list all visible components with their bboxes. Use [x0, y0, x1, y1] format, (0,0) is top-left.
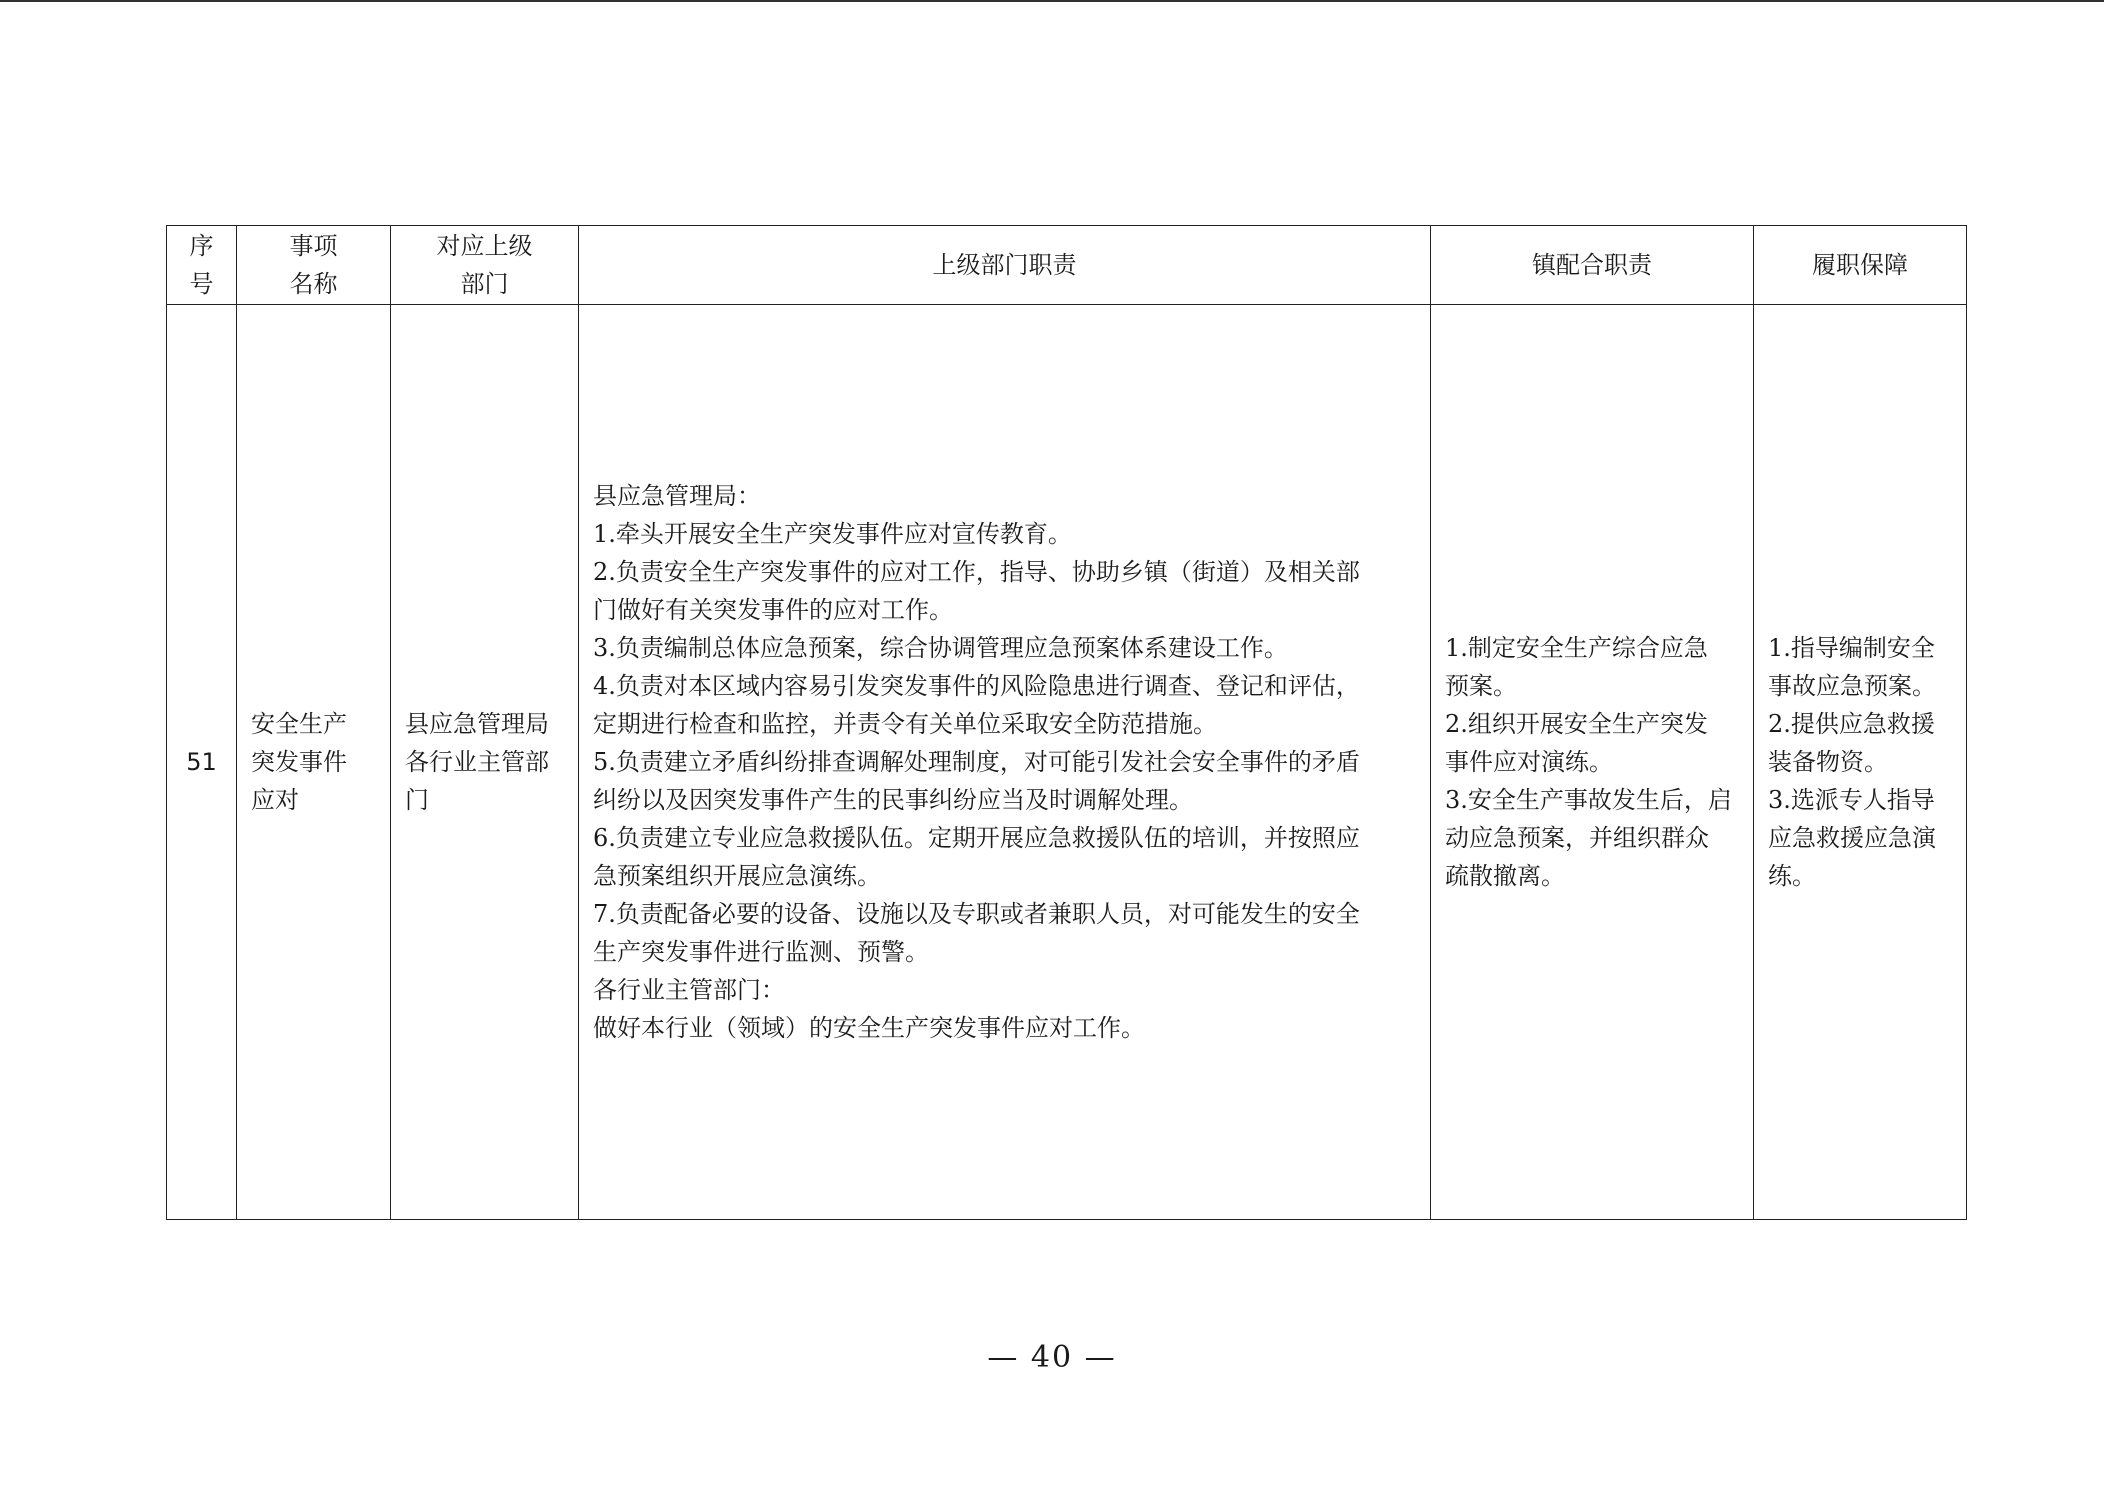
- guarantee-line: 应急救援应急演: [1768, 824, 1936, 852]
- page-number: — 40 —: [987, 1340, 1117, 1375]
- town-duty-line: 2.组织开展安全生产突发: [1445, 710, 1708, 738]
- town-duty-line: 1.制定安全生产综合应急: [1445, 634, 1708, 662]
- superior-duty-line: 4.负责对本区域内容易引发突发事件的风险隐患进行调查、登记和评估，: [593, 672, 1360, 700]
- row-town-duties: [1431, 305, 1754, 1220]
- header-superior-department: 对应上级 部门: [391, 226, 579, 305]
- guarantee-line: 装备物资。: [1768, 748, 1888, 776]
- guarantee-line: 1.指导编制安全: [1768, 634, 1935, 662]
- superior-duty-line: 做好本行业（领域）的安全生产突发事件应对工作。: [593, 1014, 1145, 1042]
- row-serial-number: 51: [167, 305, 237, 1220]
- table-row: [167, 305, 1967, 1220]
- table-header-row: [167, 226, 1967, 305]
- item-name-line: 应对: [251, 786, 299, 814]
- superior-duty-line: 2.负责安全生产突发事件的应对工作，指导、协助乡镇（街道）及相关部: [593, 558, 1360, 586]
- town-duty-line: 动应急预案，并组织群众: [1445, 824, 1709, 852]
- guarantee-line: 3.选派专人指导: [1768, 786, 1935, 814]
- header-superior-duties: 上级部门职责: [579, 226, 1431, 305]
- superior-duty-line: 6.负责建立专业应急救援队伍。定期开展应急救援队伍的培训，并按照应: [593, 824, 1360, 852]
- top-border-line: [0, 0, 2104, 2]
- guarantee-line: 事故应急预案。: [1768, 672, 1936, 700]
- superior-duty-line: 生产突发事件进行监测、预警。: [593, 938, 929, 966]
- header-performance-guarantee: 履职保障: [1754, 226, 1967, 305]
- row-superior-duties: [579, 305, 1431, 1220]
- department-line: 门: [405, 786, 429, 814]
- duty-table: [166, 225, 1967, 1220]
- department-line: 县应急管理局: [405, 710, 549, 738]
- header-serial-number: 序 号: [167, 226, 237, 305]
- superior-duty-line: 纠纷以及因突发事件产生的民事纠纷应当及时调解处理。: [593, 786, 1193, 814]
- superior-duty-line: 各行业主管部门：: [593, 976, 785, 1004]
- superior-duty-line: 定期进行检查和监控，并责令有关单位采取安全防范措施。: [593, 710, 1217, 738]
- superior-duty-line: 7.负责配备必要的设备、设施以及专职或者兼职人员，对可能发生的安全: [593, 900, 1360, 928]
- department-line: 各行业主管部: [405, 748, 549, 776]
- item-name-line: 安全生产: [251, 710, 347, 738]
- town-duty-line: 预案。: [1445, 672, 1517, 700]
- header-town-duties: 镇配合职责: [1431, 226, 1754, 305]
- superior-duty-line: 急预案组织开展应急演练。: [593, 862, 881, 890]
- superior-duty-line: 1.牵头开展安全生产突发事件应对宣传教育。: [593, 520, 1072, 548]
- superior-duty-line: 门做好有关突发事件的应对工作。: [593, 596, 953, 624]
- guarantee-line: 2.提供应急救援: [1768, 710, 1935, 738]
- row-superior-department: [391, 305, 579, 1220]
- row-performance-guarantee: [1754, 305, 1967, 1220]
- superior-duty-line: 县应急管理局：: [593, 482, 761, 510]
- town-duty-line: 疏散撤离。: [1445, 862, 1565, 890]
- guarantee-line: 练。: [1768, 862, 1816, 890]
- header-item-name: 事项 名称: [237, 226, 391, 305]
- row-item-name: [237, 305, 391, 1220]
- town-duty-line: 3.安全生产事故发生后，启: [1445, 786, 1732, 814]
- item-name-line: 突发事件: [251, 748, 347, 776]
- superior-duty-line: 5.负责建立矛盾纠纷排查调解处理制度，对可能引发社会安全事件的矛盾: [593, 748, 1360, 776]
- superior-duty-line: 3.负责编制总体应急预案，综合协调管理应急预案体系建设工作。: [593, 634, 1288, 662]
- town-duty-line: 事件应对演练。: [1445, 748, 1613, 776]
